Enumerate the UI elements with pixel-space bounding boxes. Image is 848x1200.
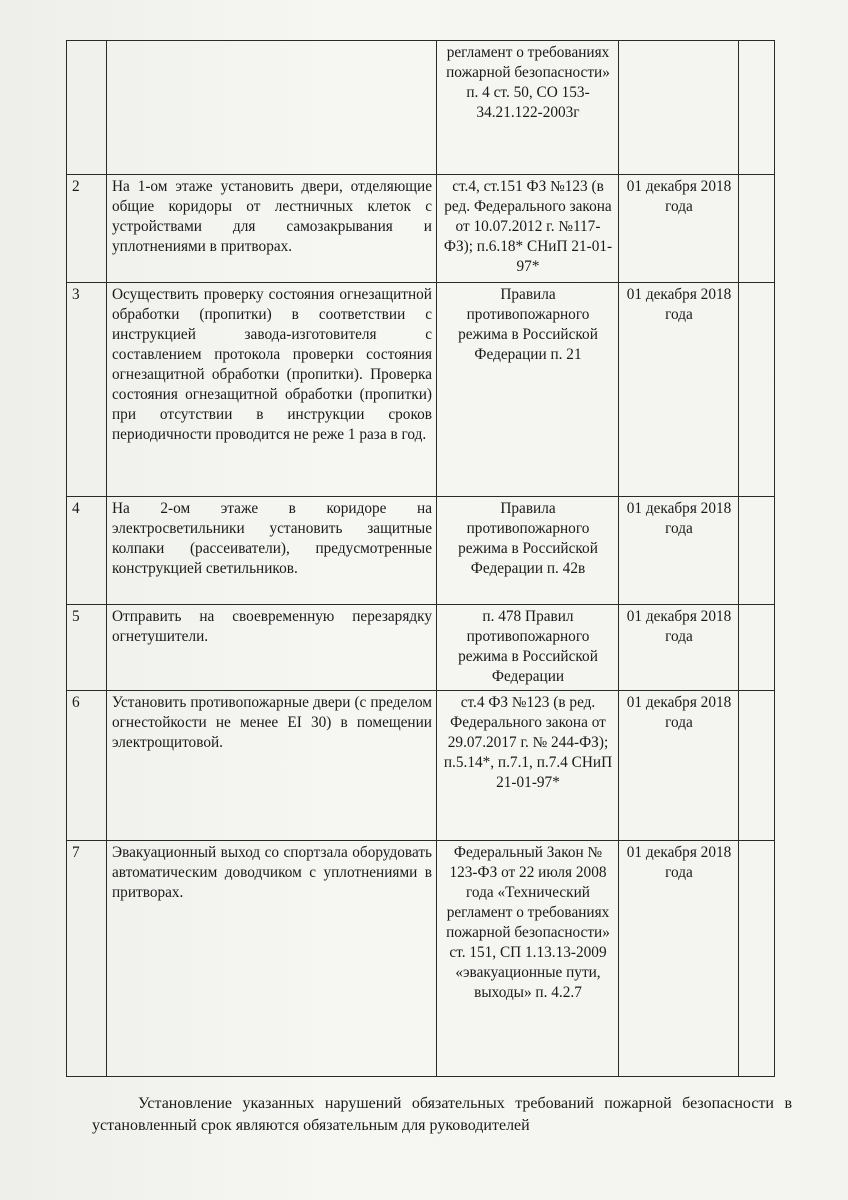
row-reference: ст.4 ФЗ №123 (в ред. Федерального закона от 29.07.2017 г. № 244-ФЗ); п.5.14*, п.7.1, п.7.4 СНиП 21-01-97*	[437, 691, 619, 841]
row-reference: ст.4, ст.151 ФЗ №123 (в ред. Федерального закона от 10.07.2012 г. №117-ФЗ); п.6.18* СНиП 21-01-97*	[437, 175, 619, 283]
row-description: Установить противопожарные двери (с пределом огнестойкости не менее EI 30) в помещении электрощитовой.	[107, 691, 437, 841]
row-mark	[739, 497, 775, 605]
table-row	[67, 283, 775, 497]
row-description: Эвакуационный выход со спортзала оборудовать автоматическим доводчиком с уплотнениями в притворах.	[107, 841, 437, 1077]
footer-paragraph	[92, 1093, 792, 1137]
row-number: 2	[67, 175, 107, 283]
row-description: Отправить на своевременную перезарядку огнетушители.	[107, 605, 437, 691]
table-row	[67, 605, 775, 691]
row-number: 3	[67, 283, 107, 497]
row-reference: п. 478 Правил противопожарного режима в Российской Федерации	[437, 605, 619, 691]
row-description: Осуществить проверку состояния огнезащитной обработки (пропитки) в соответствии с инструкцией завода-изготовителя с составлением протокола проверки состояния огнезащитной обработки (пропитки). Проверка состояния огнезащитной обработки (пропитки) при отсутствии в инструкции сроков периодичности проводится не реже 1 раза в год.	[107, 283, 437, 497]
row-mark	[739, 175, 775, 283]
table-row	[67, 41, 775, 175]
table-row	[67, 175, 775, 283]
row-reference: Правила противопожарного режима в Российской Федерации п. 21	[437, 283, 619, 497]
violations-table	[66, 40, 775, 1077]
row-description: На 1-ом этаже установить двери, отделяющие общие коридоры от лестничных клеток с устройствами для самозакрывания и уплотнениями в притворах.	[107, 175, 437, 283]
row-deadline: 01 декабря 2018 года	[619, 605, 739, 691]
row-mark	[739, 605, 775, 691]
row-deadline	[619, 41, 739, 175]
row-number: 7	[67, 841, 107, 1077]
row-mark	[739, 691, 775, 841]
row-number: 5	[67, 605, 107, 691]
footer-paragraph-text: Установление указанных нарушений обязательных требований пожарной безопасности в установленный срок являются обязательным для руководителей	[92, 1095, 792, 1134]
table-row	[67, 497, 775, 605]
row-mark	[739, 841, 775, 1077]
row-description	[107, 41, 437, 175]
row-deadline: 01 декабря 2018 года	[619, 691, 739, 841]
row-mark	[739, 41, 775, 175]
row-number	[67, 41, 107, 175]
table-row	[67, 841, 775, 1077]
row-reference: регламент о требованиях пожарной безопасности» п. 4 ст. 50, СО 153-34.21.122-2003г	[437, 41, 619, 175]
row-deadline: 01 декабря 2018 года	[619, 497, 739, 605]
row-deadline: 01 декабря 2018 года	[619, 283, 739, 497]
row-mark	[739, 283, 775, 497]
table-row	[67, 691, 775, 841]
row-description: На 2-ом этаже в коридоре на электросветильники установить защитные колпаки (рассеиватели), предусмотренные конструкцией светильников.	[107, 497, 437, 605]
row-number: 6	[67, 691, 107, 841]
row-reference: Правила противопожарного режима в Российской Федерации п. 42в	[437, 497, 619, 605]
row-reference: Федеральный Закон № 123-ФЗ от 22 июля 2008 года «Технический регламент о требованиях пожарной безопасности» ст. 151, СП 1.13.13-2009 «эвакуационные пути, выходы» п. 4.2.7	[437, 841, 619, 1077]
row-number: 4	[67, 497, 107, 605]
row-deadline: 01 декабря 2018 года	[619, 841, 739, 1077]
row-deadline: 01 декабря 2018 года	[619, 175, 739, 283]
